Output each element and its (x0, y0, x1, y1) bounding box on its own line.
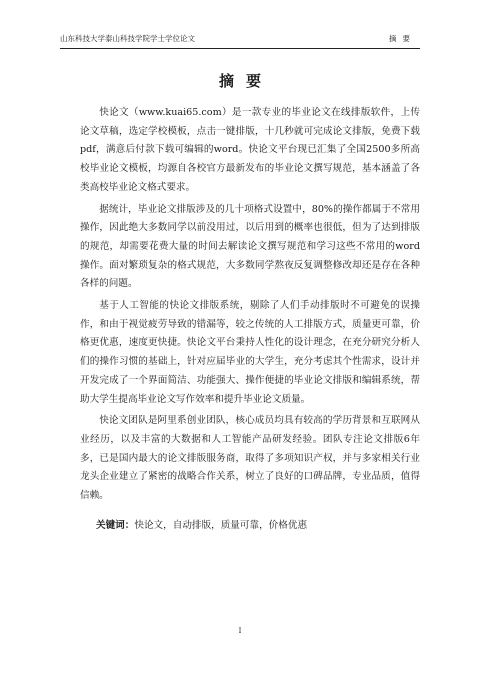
abstract-body (80, 104, 420, 509)
abstract-paragraph-3: 基于人工智能的快论文排版系统，剔除了人们手动排版时不可避免的误操作，和由于视觉疲劳导致的错漏等，较之传统的人工排版方式，质量更可靠，价格更优惠，速度更快捷。快论文平台秉持人性化的设计理念，在充分研究分析人们的操作习惯的基础上，针对应届毕业的大学生，充分考虑其个性需求，设计并开发完成了一个界面简洁、功能强大、操作便捷的毕业论文排版和编辑系统，帮助大学生提高毕业论文写作效率和提升毕业论文质量。 (80, 300, 420, 405)
header-section-name: 摘要 (389, 34, 416, 43)
abstract-paragraph-1: 快论文（www.kuai65.com）是一款专业的毕业论文在线排版软件，上传论文草稿，选定学校模板，点击一键排版，十几秒就可完成论文排版，免费下载pdf，满意后付款下载可编辑的word。快论文平台现已汇集了全国2500多所高校毕业论文模板，均源自各校官方最新发布的毕业论文撰写规范，基本涵盖了各类高校毕业论文格式要求。 (80, 107, 420, 193)
abstract-paragraph-4: 快论文团队是阿里系创业团队，核心成员均具有较高的学历背景和互联网从业经历，以及丰富的大数据和人工智能产品研发经验。团队专注论文排版6年多，已是国内最大的论文排版服务商，取得了多项知识产权，并与多家相关行业龙头企业建立了紧密的战略合作关系，树立了良好的口碑品牌，专业品质，值得信赖。 (80, 415, 420, 502)
abstract-paragraph-2: 据统计，毕业论文排版涉及的几十项格式设置中，80%的操作都属于不常用操作，因此绝大多数同学以前没用过，以后用到的概率也很低，但为了达到排版的规范，却需要花费大量的时间去解读论文撰写规范和学习这些不常用的word操作。面对繁琐复杂的格式规范，大多数同学熬夜反复调整修改却还是存在各种各样的问题。 (80, 203, 420, 290)
keywords-text: 快论文，自动排版，质量可靠，价格优惠 (134, 520, 308, 531)
keywords-label: 关键词： (96, 520, 135, 531)
abstract-title: 摘要 (218, 72, 273, 90)
page-number: I (238, 627, 242, 635)
keywords-line (96, 519, 307, 533)
running-header (60, 32, 420, 49)
header-school-title: 山东科技大学泰山科技学院学士学位论文 (60, 34, 195, 43)
